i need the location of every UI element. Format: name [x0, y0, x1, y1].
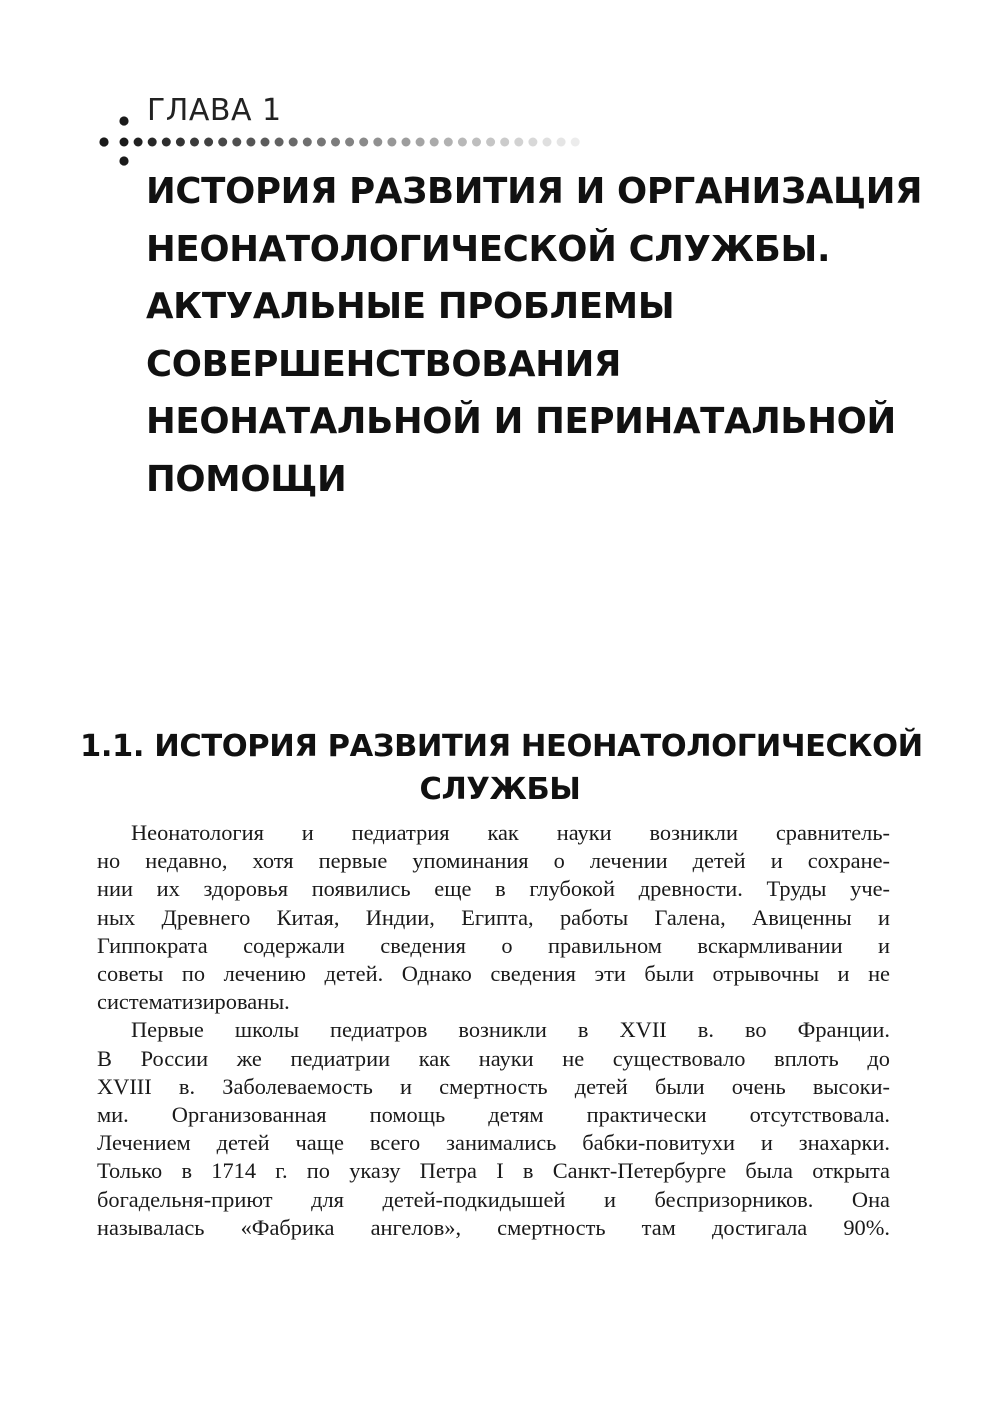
ornament-dot	[190, 138, 199, 147]
text-line: систематизированы.	[97, 989, 290, 1015]
ornament-dot	[303, 138, 312, 147]
ornament-dot	[472, 138, 481, 147]
text-line: Первые школы педиатров возникли в XVII в. во Франции.	[131, 1017, 890, 1043]
ornament-dot	[232, 138, 241, 147]
ornament-dot	[148, 138, 157, 147]
text-line: богадельня-приют для детей-подкидышей и беспризорников. Она	[97, 1186, 890, 1212]
text-line: XVIII в. Заболеваемость и смертность детей были очень высоки-	[97, 1073, 890, 1099]
ornament-dot	[120, 138, 129, 147]
ornament-dot	[218, 138, 227, 147]
section-title-line: 1.1. ИСТОРИЯ РАЗВИТИЯ НЕОНАТОЛОГИЧЕСКОЙ	[80, 729, 923, 764]
chapter-label: ГЛАВА 1	[147, 93, 282, 128]
text-line: но недавно, хотя первые упоминания о лечении детей и сохране-	[97, 848, 890, 874]
ornament-dot	[317, 138, 326, 147]
ornament-dot	[331, 138, 340, 147]
ornament-dot	[557, 138, 566, 147]
chapter-title-line: ИСТОРИЯ РАЗВИТИЯ И ОРГАНИЗАЦИЯ	[146, 171, 923, 212]
paragraph	[97, 1016, 890, 1242]
ornament-dot	[430, 138, 439, 147]
ornament-dot	[99, 137, 108, 146]
text-line: советы по лечению детей. Однако сведения эти были отрывочны и не	[97, 961, 890, 987]
text-line: ных Древнего Китая, Индии, Египта, работы Галена, Авиценны и	[97, 904, 890, 930]
chapter-title-line: СОВЕРШЕНСТВОВАНИЯ	[146, 343, 622, 385]
text-line: Только в 1714 г. по указу Петра I в Санкт-Петербурге была открыта	[97, 1158, 890, 1184]
chapter-title-line: НЕОНАТОЛОГИЧЕСКОЙ СЛУЖБЫ.	[146, 228, 831, 270]
text-line: В России же педиатрии как науки не существовало вплоть до	[97, 1045, 890, 1071]
text-line: Лечением детей чаще всего занимались бабки-повитухи и знахарки.	[97, 1130, 890, 1156]
ornament-dot	[275, 138, 284, 147]
ornament-dot	[246, 138, 255, 147]
section-title	[80, 725, 923, 811]
text-line: ми. Организованная помощь детям практически отсутствовала.	[97, 1102, 890, 1128]
ornament-dot	[514, 138, 523, 147]
ornament-dot	[119, 156, 128, 165]
ornament-dot	[458, 138, 467, 147]
text-line: Неонатология и педиатрия как науки возникли сравнитель-	[131, 820, 890, 845]
ornament-dot	[134, 138, 143, 147]
body-text	[97, 819, 890, 1242]
chapter-title-line: АКТУАЛЬНЫЕ ПРОБЛЕМЫ	[146, 286, 675, 327]
text-line: называлась «Фабрика ангелов», смертность там достигала 90%.	[97, 1214, 890, 1240]
ornament-dot	[162, 138, 171, 147]
section-title-line: СЛУЖБЫ	[419, 772, 581, 807]
ornament-dot	[373, 138, 382, 147]
ornament-dot	[402, 138, 411, 147]
paragraph	[97, 819, 890, 1016]
ornament-dot	[543, 138, 552, 147]
chapter-title	[146, 163, 946, 508]
text-line: Гиппократа содержали сведения о правильном вскармливании и	[97, 932, 890, 958]
ornament-dot	[416, 138, 425, 147]
ornament-dot	[444, 138, 453, 147]
ornament-dot	[571, 138, 580, 147]
ornament-dot	[528, 138, 537, 147]
chapter-title-line: НЕОНАТАЛЬНОЙ И ПЕРИНАТАЛЬНОЙ	[146, 401, 896, 442]
ornament-dot	[486, 138, 495, 147]
ornament-dot	[261, 138, 270, 147]
ornament-dot	[359, 138, 368, 147]
ornament-dot	[289, 138, 298, 147]
ornament-dot	[119, 116, 128, 125]
ornament-dot	[176, 138, 185, 147]
ornament-dot	[387, 138, 396, 147]
text-line: нии их здоровья появились еще в глубокой древности. Труды уче-	[97, 876, 890, 902]
ornament-dot	[204, 138, 213, 147]
ornament-dot	[500, 138, 509, 147]
ornament-dot	[345, 138, 354, 147]
chapter-title-line: ПОМОЩИ	[146, 458, 347, 500]
